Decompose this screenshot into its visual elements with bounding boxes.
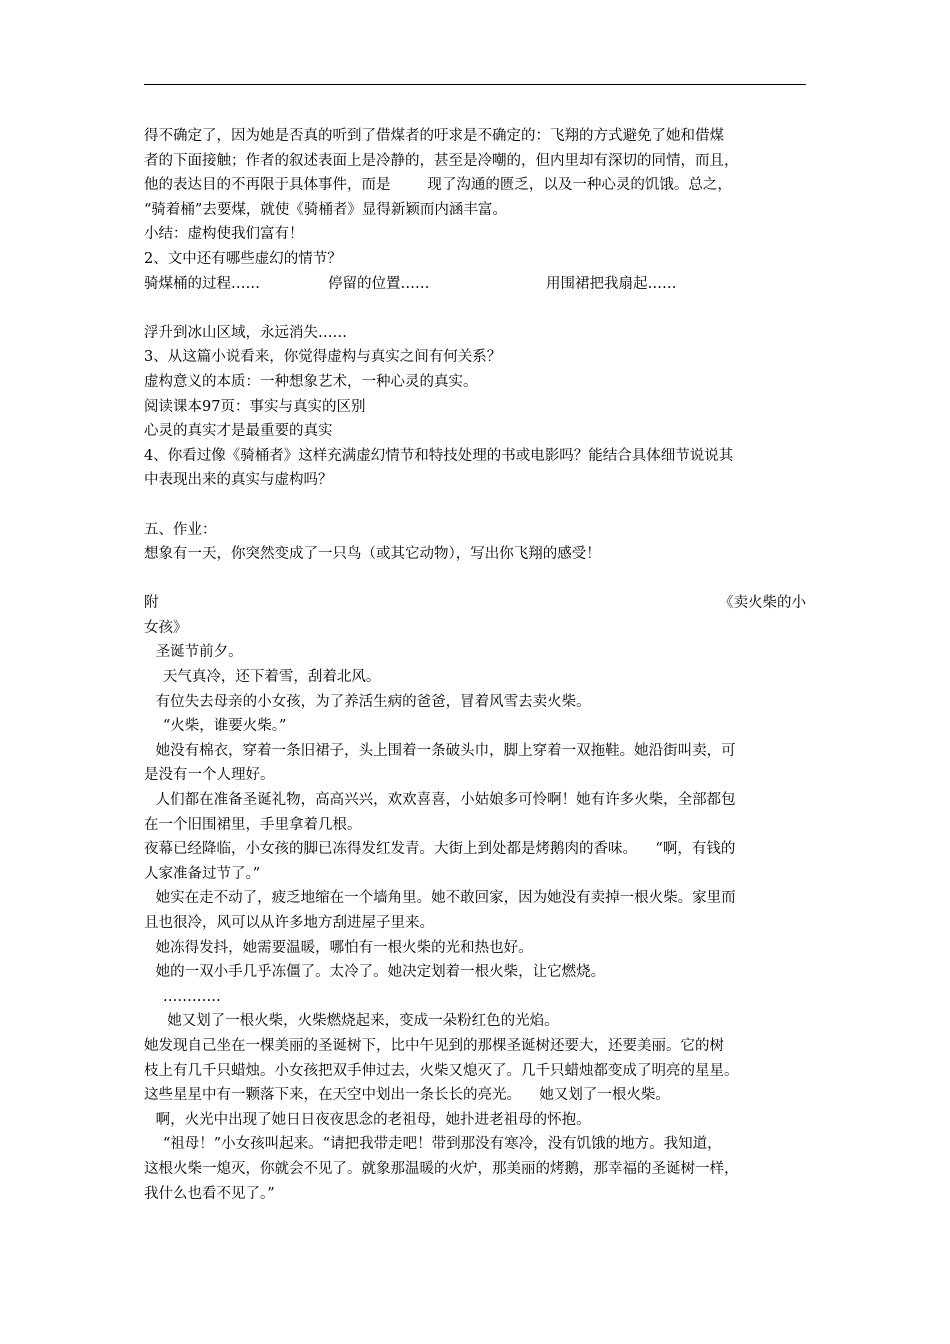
story-paragraph: 圣诞节前夕。 [155, 644, 243, 661]
spacer [144, 567, 806, 592]
story-ellipsis: ………… [162, 988, 221, 1005]
story-paragraph: 她又划了一根火柴，火柴燃烧起来，变成一朵粉红色的光焰。 [167, 1013, 559, 1030]
question-3: 3、从这篇小说看来，你觉得虚构与真实之间有何关系？ [144, 349, 502, 366]
header-rule [144, 84, 806, 85]
story-line: 人家准备过节了。” [144, 865, 261, 882]
story-paragraph: 有位失去母亲的小女孩，为了养活生病的爸爸，冒着风雪去卖火柴。 [155, 693, 591, 710]
text-line: 者的下面接触；作者的叙述表面上是冷静的，甚至是冷嘲的，但内里却有深切的同情，而且， [144, 152, 739, 169]
q2-item: 骑煤桶的过程…… [144, 275, 260, 292]
q2-item: 停留的位置…… [328, 275, 430, 292]
story-line: 人们都在准备圣诞礼物，高高兴兴，欢欢喜喜，小姑娘多可怜啊！她有许多火柴，全部都包 [155, 792, 736, 809]
q2-item: 浮升到冰山区域，永远消失…… [144, 324, 347, 341]
story-paragraph: 天气真冷，还下着雪，刮着北风。 [162, 669, 381, 686]
story-line: 枝上有几千只蜡烛。小女孩把双手伸过去，火柴又熄灭了。几千只蜡烛都变成了明亮的星星。 [144, 1062, 739, 1079]
appendix-header [144, 591, 806, 616]
q2-item: 用围裙把我扇起…… [546, 275, 677, 292]
story-line: 这些星星中有一颗落下来，在天空中划出一条长长的亮光。 她又划了一根火柴。 [144, 1087, 670, 1104]
story-line: 她发现自己坐在一棵美丽的圣诞树下，比中午见到的那棵圣诞树还要大，还要美丽。它的树 [144, 1037, 724, 1054]
q2-items-row [144, 272, 806, 297]
question-4: 中表现出来的真实与虚构吗？ [144, 472, 333, 489]
appendix-title-cont: 女孩》 [144, 619, 188, 636]
appendix-label: 附 [144, 595, 159, 612]
text-line: “骑着桶”去要煤，就使《骑桶者》显得新颖而内涵丰富。 [144, 201, 507, 218]
appendix-title: 《卖火柴的小 [719, 595, 806, 612]
story-paragraph: “火柴，谁要火柴。” [162, 718, 287, 735]
text-line: 得不确定了，因为她是否真的听到了借煤者的吁求是不确定的：飞翔的方式避免了她和借煤 [144, 128, 724, 144]
spacer [144, 296, 806, 321]
story-line: 且也很冷，风可以从许多地方刮进屋子里来。 [144, 915, 434, 931]
summary-line: 小结：虚构使我们富有！ [144, 226, 304, 243]
story-line: 她没有棉衣，穿着一条旧裙子，头上围着一条破头巾，脚上穿着一双拖鞋。她沿街叫卖，可 [155, 742, 736, 759]
story-line: 在一个旧围裙里，手里拿着几根。 [144, 816, 362, 833]
story-line: 是没有一个人理好。 [144, 767, 275, 784]
answer-line: 心灵的真实才是最重要的真实 [144, 423, 333, 440]
story-paragraph: 她冻得发抖，她需要温暖，哪怕有一根火柴的光和热也好。 [155, 939, 533, 956]
text-line: 他的表达目的不再限于具体事件，而是 现了沟通的匮乏，以及一种心灵的饥饿。总之， [144, 177, 732, 194]
story-line: 这根火柴一熄灭，你就会不见了。就象那温暖的火炉，那美丽的烤鹅，那幸福的圣诞树一样， [144, 1160, 739, 1177]
answer-line: 虚构意义的本质：一种想象艺术，一种心灵的真实。 [144, 373, 478, 390]
document-body [144, 124, 806, 1206]
story-line: 我什么也看不见了。” [144, 1185, 275, 1202]
spacer [144, 493, 806, 518]
story-line: 夜幕已经降临，小女孩的脚已冻得发红发青。大街上到处都是烤鹅肉的香味。 “啊，有钱的 [144, 841, 736, 858]
question-2: 2、文中还有哪些虚幻的情节？ [144, 250, 342, 267]
homework-heading: 五、作业： [144, 521, 217, 538]
answer-line: 阅读课本97页：事实与真实的区别 [144, 398, 366, 415]
story-line: 她实在走不动了，疲乏地缩在一个墙角里。她不敢回家，因为她没有卖掉一根火柴。家里而 [155, 890, 736, 907]
story-paragraph: 她的一双小手几乎冻僵了。太冷了。她决定划着一根火柴，让它燃烧。 [155, 964, 606, 981]
story-paragraph: 啊，火光中出现了她日日夜夜思念的老祖母，她扑进老祖母的怀抱。 [155, 1111, 591, 1128]
question-4: 4、你看过像《骑桶者》这样充满虚幻情节和特技处理的书或电影吗？能结合具体细节说说其 [144, 447, 734, 464]
homework-text: 想象有一天，你突然变成了一只鸟（或其它动物），写出你飞翔的感受！ [144, 546, 601, 563]
story-line: “祖母！”小女孩叫起来。“请把我带走吧！带到那没有寒冷，没有饥饿的地方。我知道， [162, 1136, 722, 1153]
